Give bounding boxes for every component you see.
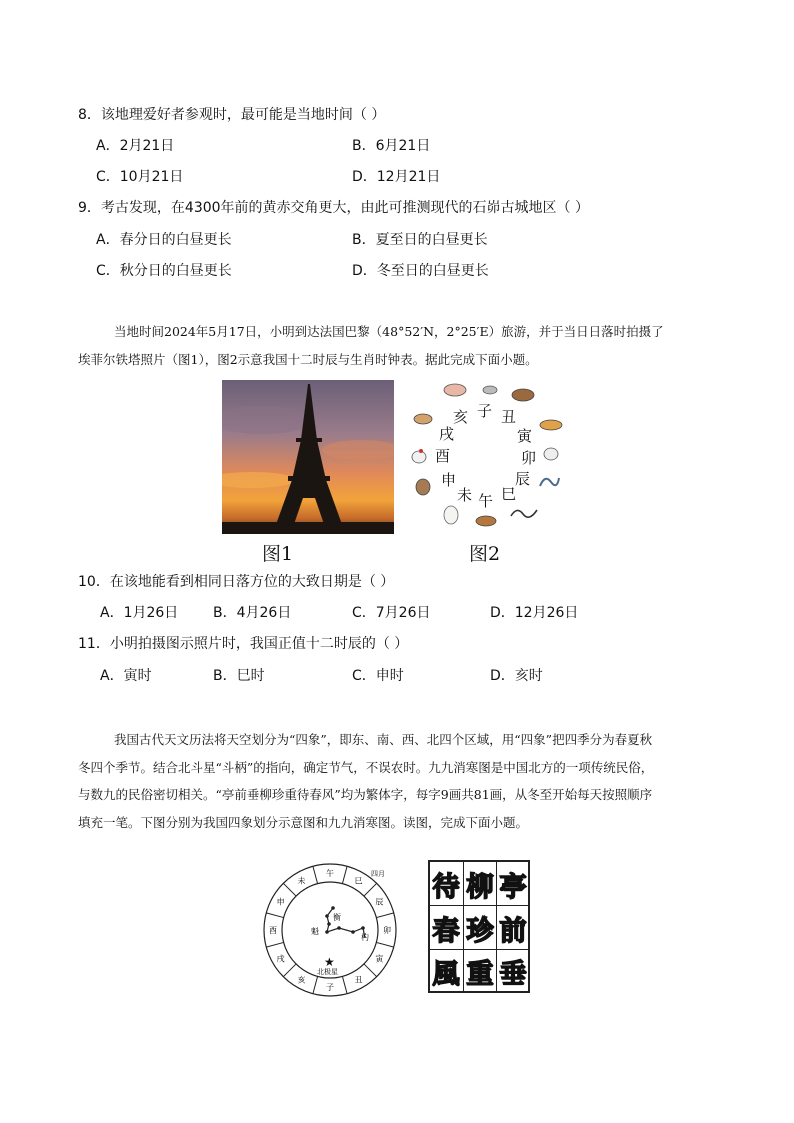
tiger-icon xyxy=(537,416,565,434)
branch-zi: 子 xyxy=(477,402,493,420)
q9-option-b: B．夏至日的白昼更长 xyxy=(352,232,488,248)
q8-option-a: A．2月21日 xyxy=(96,138,175,154)
four-symbols-dial-diagram xyxy=(257,862,403,998)
q9-option-a: A．春分日的白昼更长 xyxy=(96,232,232,248)
pig-icon xyxy=(441,380,469,398)
question-11-stem: 11．小明拍摄图示照片时，我国正值十二时辰的（ ） xyxy=(78,636,409,652)
q10-option-b: B．4月26日 xyxy=(213,605,292,621)
grid-char: 亭 xyxy=(499,871,527,903)
dragon-icon xyxy=(537,470,561,492)
q10-option-a: A．1月26日 xyxy=(100,605,179,621)
label-shao: 杓 xyxy=(361,933,369,942)
eiffel-tower-sunset-image xyxy=(222,380,394,534)
rooster-icon xyxy=(409,446,429,466)
passage-eiffel xyxy=(78,318,718,373)
dial-ring-label: 丑 xyxy=(354,975,363,985)
rat-icon xyxy=(481,382,499,396)
passage-four-symbols-line-4: 填充一笔。下图分别为我国四象划分示意图和九九消寒图。读图，完成下面小题。 xyxy=(78,814,529,830)
dial-ring-label: 酉 xyxy=(269,926,277,935)
q8-option-b: B．6月21日 xyxy=(352,138,431,154)
passage-eiffel-line-1: 当地时间2024年5月17日，小明到达法国巴黎（48°52′N，2°25′E）旅游，并于当日日落时拍摄了 xyxy=(114,324,664,339)
dial-ring-label: 辰 xyxy=(375,897,384,907)
dial-ring-label: 寅 xyxy=(375,954,384,964)
snake-icon xyxy=(509,502,539,522)
branch-yin: 寅 xyxy=(517,427,533,445)
dog-icon xyxy=(411,408,435,428)
branch-xu: 戌 xyxy=(439,425,455,443)
sheep-icon xyxy=(441,502,461,528)
branch-chen: 辰 xyxy=(515,470,531,488)
label-fourth-month: 四月 xyxy=(371,870,385,878)
figure-1-caption: 图1 xyxy=(262,543,294,565)
figure-2-zodiac-clock xyxy=(405,380,565,534)
grid-char: 柳 xyxy=(466,871,494,903)
question-9-stem: 9．考古发现，在4300年前的黄赤交角更大，由此可推测现代的石峁古城地区（ ） xyxy=(78,200,589,216)
monkey-icon xyxy=(413,476,433,498)
dial-ring-label: 卯 xyxy=(383,926,391,935)
passage-four-symbols-line-1: 我国古代天文历法将天空划分为“四象”，即东、南、西、北四个区域，用“四象”把四季分为春夏秋 xyxy=(114,732,653,747)
dial-ring-label: 戌 xyxy=(276,954,285,964)
grid-char: 待 xyxy=(432,871,460,903)
polaris-star-icon: ★ xyxy=(324,955,335,969)
ox-icon xyxy=(509,384,537,404)
passage-four-symbols-line-2: 冬四个季节。结合北斗星“斗柄”的指向，确定节气，不误农时。九九消寒图是中国北方的一项传统民俗， xyxy=(78,759,654,775)
question-8-stem: 8．该地理爱好者参观时，最可能是当地时间（ ） xyxy=(78,107,386,123)
q9-option-c: C．秋分日的白昼更长 xyxy=(96,263,232,279)
q11-option-c: C．申时 xyxy=(352,668,404,684)
label-kui: 魁 xyxy=(311,927,319,936)
nine-nines-cold-chart xyxy=(428,860,530,993)
q9-option-d: D．冬至日的白昼更长 xyxy=(352,263,489,279)
rabbit-icon xyxy=(541,442,561,462)
passage-four-symbols xyxy=(78,726,718,836)
branch-chou: 丑 xyxy=(501,408,517,426)
dial-ring-label: 申 xyxy=(276,897,285,907)
grid-divider xyxy=(430,905,528,906)
label-polaris: 北极星 xyxy=(317,968,338,976)
branch-shen: 申 xyxy=(441,471,457,489)
dial-ring-label: 未 xyxy=(297,876,306,886)
passage-four-symbols-line-3: 与数九的民俗密切相关。“亭前垂柳珍重待春风”均为繁体字，每字9画共81画，从冬至开始每天按照顺序 xyxy=(78,787,653,802)
branch-mao: 卯 xyxy=(521,449,537,467)
label-heng: 衡 xyxy=(333,913,341,922)
branch-wei: 未 xyxy=(457,486,473,504)
dial-ring-label: 亥 xyxy=(297,975,306,985)
q8-option-d: D．12月21日 xyxy=(352,169,441,185)
grid-char: 風 xyxy=(432,958,460,990)
dial-ring-label: 午 xyxy=(326,869,334,878)
grid-char: 垂 xyxy=(499,958,527,990)
q11-option-b: B．巳时 xyxy=(213,668,265,684)
question-10-stem: 10．在该地能看到相同日落方位的大致日期是（ ） xyxy=(78,574,395,590)
dial-ring-label: 巳 xyxy=(354,876,363,886)
q10-option-c: C．7月26日 xyxy=(352,605,431,621)
grid-char: 前 xyxy=(499,915,527,947)
branch-wu: 午 xyxy=(478,492,494,510)
horse-icon xyxy=(473,510,499,532)
grid-char: 珍 xyxy=(466,915,494,947)
branch-you: 酉 xyxy=(435,447,451,465)
grid-char: 春 xyxy=(432,915,460,947)
q11-option-d: D．亥时 xyxy=(490,668,543,684)
dial-ring-label: 子 xyxy=(326,983,334,992)
passage-eiffel-line-2: 埃菲尔铁塔照片（图1），图2示意我国十二时辰与生肖时钟表。据此完成下面小题。 xyxy=(78,351,538,367)
dial-svg xyxy=(257,862,403,998)
grid-char: 重 xyxy=(466,958,494,990)
figure-1-eiffel-photo xyxy=(222,380,394,534)
q10-option-d: D．12月26日 xyxy=(490,605,579,621)
figure-2-caption: 图2 xyxy=(469,543,501,565)
q11-option-a: A．寅时 xyxy=(100,668,152,684)
q8-option-c: C．10月21日 xyxy=(96,169,184,185)
branch-hai: 亥 xyxy=(453,408,469,426)
branch-si: 巳 xyxy=(501,485,517,503)
